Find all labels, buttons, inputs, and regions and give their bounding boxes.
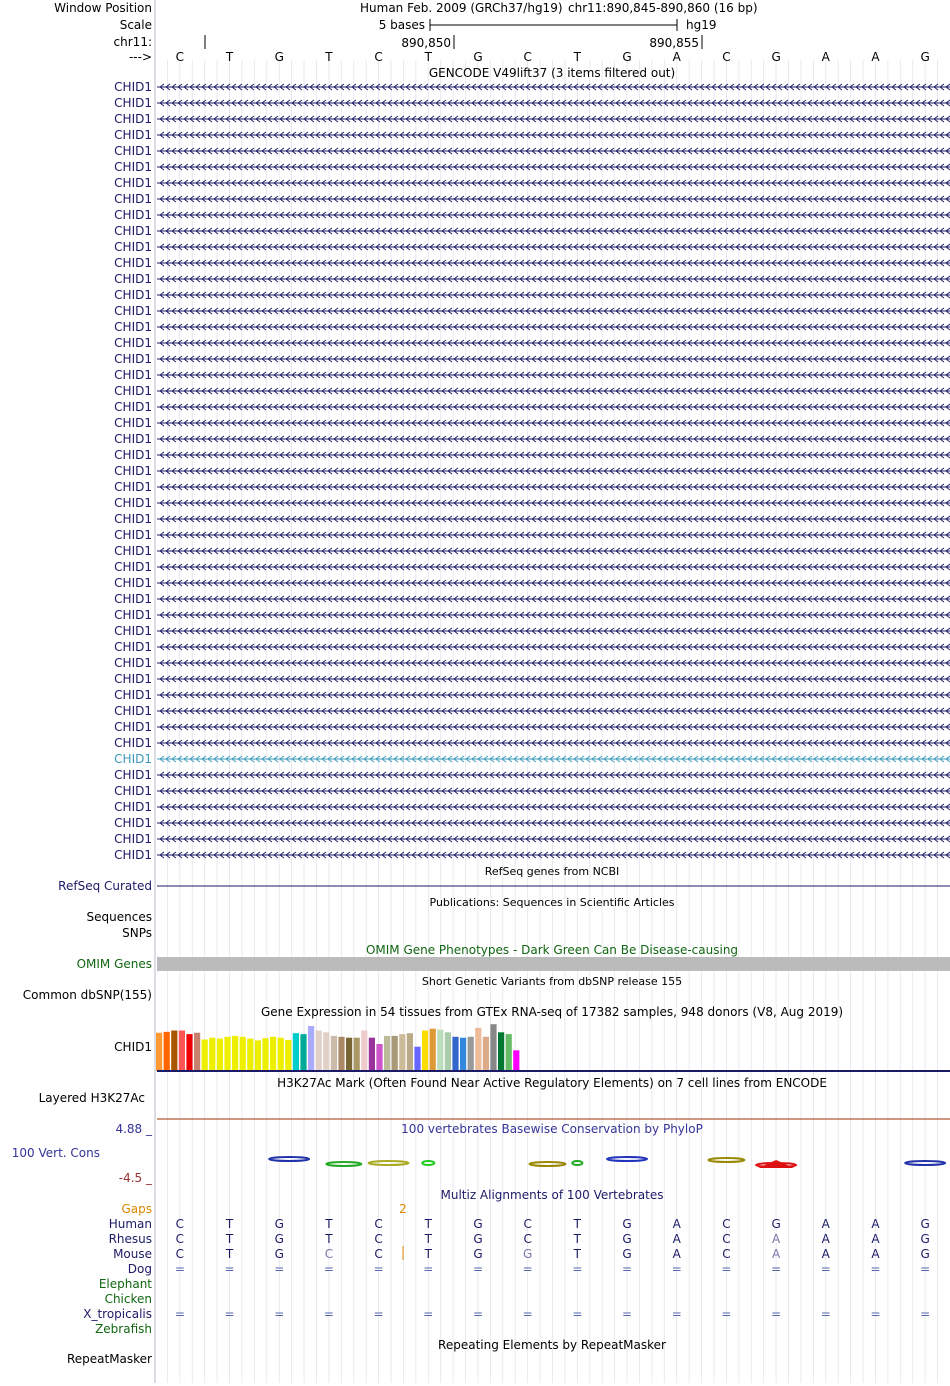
alignment-base: = (572, 1262, 583, 1276)
gencode-transcript-label[interactable]: CHID1 (114, 816, 152, 830)
alignment-base: = (323, 1262, 334, 1276)
alignment-base: C (722, 1232, 731, 1246)
dna-base: G (473, 50, 483, 64)
gtex-tissue-bar[interactable] (171, 1031, 177, 1072)
gencode-transcript-label[interactable]: CHID1 (114, 272, 152, 286)
gencode-transcript-label[interactable]: CHID1 (114, 752, 152, 766)
gencode-transcript-label[interactable]: CHID1 (114, 704, 152, 718)
dna-base: A (672, 50, 681, 64)
gtex-tissue-bar[interactable] (240, 1037, 246, 1071)
alignment-base: = (572, 1307, 583, 1321)
species-label[interactable]: Rhesus (108, 1232, 152, 1246)
gtex-bar-chart[interactable] (156, 1024, 519, 1071)
conservation-glyph (326, 1162, 361, 1166)
gtex-tissue-bar[interactable] (308, 1026, 314, 1071)
gencode-transcript-label[interactable]: CHID1 (114, 416, 152, 430)
label-arrow: ---> (128, 50, 152, 64)
gencode-transcript-label[interactable]: CHID1 (114, 128, 152, 142)
gtex-tissue-bar[interactable] (217, 1039, 223, 1071)
species-label[interactable]: Dog (127, 1262, 152, 1276)
alignment-base: C (374, 1217, 383, 1231)
dna-base: T (325, 50, 333, 64)
alignment-base: G (523, 1247, 533, 1261)
alignment-base: C (324, 1247, 334, 1261)
alignment-base: G (622, 1232, 632, 1246)
gtex-tissue-bar[interactable] (300, 1034, 306, 1071)
gtex-tissue-bar[interactable] (262, 1038, 268, 1071)
alignment-base: = (323, 1307, 334, 1321)
alignment-base: G (274, 1232, 284, 1246)
alignment-base: C (374, 1247, 383, 1261)
alignment-base: = (373, 1307, 384, 1321)
gencode-transcript-label[interactable]: CHID1 (114, 688, 152, 702)
omim-label[interactable]: OMIM Genes (76, 957, 152, 971)
alignment-base: A (871, 1247, 880, 1261)
gtex-tissue-bar[interactable] (270, 1037, 276, 1071)
alignment-base: A (821, 1247, 830, 1261)
gencode-transcript-label[interactable]: CHID1 (114, 208, 152, 222)
alignment-base: T (573, 1232, 582, 1246)
conservation-max: 4.88 _ (115, 1122, 152, 1136)
gencode-transcript-label[interactable]: CHID1 (114, 624, 152, 638)
conservation-glyph (269, 1157, 309, 1161)
label-scale: Scale (119, 18, 152, 32)
dna-base: T (225, 50, 234, 64)
alignment-base: = (472, 1307, 483, 1321)
gaps-label[interactable]: Gaps (121, 1202, 152, 1216)
dbsnp-label[interactable]: Common dbSNP(155) (22, 988, 152, 1002)
gencode-transcript-label[interactable]: CHID1 (114, 96, 152, 110)
gencode-transcript-label[interactable]: CHID1 (114, 768, 152, 782)
alignment-base: = (671, 1307, 682, 1321)
alignment-base: C (374, 1232, 383, 1246)
conservation-glyph (369, 1161, 409, 1165)
gtex-tissue-bar[interactable] (399, 1034, 405, 1071)
gencode-transcript-label[interactable]: CHID1 (114, 176, 152, 190)
alignment-base: G (274, 1217, 284, 1231)
gtex-tissue-bar[interactable] (346, 1038, 352, 1071)
gtex-tissue-bar[interactable] (468, 1037, 474, 1071)
conservation-min: -4.5 _ (118, 1171, 152, 1185)
gtex-tissue-bar[interactable] (490, 1024, 496, 1071)
alignment-base: = (920, 1307, 931, 1321)
gencode-transcript-label[interactable]: CHID1 (114, 672, 152, 686)
gencode-transcript-label[interactable]: CHID1 (114, 288, 152, 302)
conservation-glyph (530, 1162, 566, 1166)
gtex-tissue-bar[interactable] (278, 1038, 284, 1071)
alignment-base: G (473, 1232, 483, 1246)
gtex-tissue-bar[interactable] (293, 1033, 299, 1071)
alignment-base: G (622, 1217, 632, 1231)
dna-base: T (573, 50, 582, 64)
alignment-base: = (224, 1262, 235, 1276)
omim-title: OMIM Gene Phenotypes - Dark Green Can Be Disease-causing (365, 943, 739, 957)
alignment-base: G (920, 1247, 930, 1261)
alignment-base: A (672, 1217, 681, 1231)
gencode-transcript-label[interactable]: CHID1 (114, 368, 152, 382)
alignment-base: C (722, 1247, 731, 1261)
gtex-tissue-bar[interactable] (506, 1034, 512, 1071)
gencode-title: GENCODE V49lift37 (3 items filtered out) (428, 66, 676, 80)
alignment-base: T (424, 1232, 432, 1246)
gencode-transcript-label[interactable]: CHID1 (114, 512, 152, 526)
gtex-tissue-bar[interactable] (437, 1030, 443, 1071)
repeatmasker-label[interactable]: RepeatMasker (66, 1352, 152, 1366)
alignment-base: G (920, 1232, 930, 1246)
gtex-title: Gene Expression in 54 tissues from GTEx RNA-seq of 17382 samples, 948 donors (V8, Aug 2019) (260, 1005, 844, 1019)
species-label[interactable]: X_tropicalis (83, 1307, 152, 1321)
position-readout: chr11:890,845-890,860 (16 bp) (568, 1, 758, 15)
alignment-base: = (522, 1262, 533, 1276)
gtex-tissue-bar[interactable] (164, 1032, 170, 1071)
gencode-transcript-label[interactable]: CHID1 (114, 240, 152, 254)
alignment-base: = (373, 1262, 384, 1276)
alignment-base: G (622, 1247, 632, 1261)
alignment-base: = (870, 1262, 881, 1276)
alignment-base: G (274, 1247, 284, 1261)
label-chrom: chr11: (113, 35, 152, 49)
gtex-tissue-bar[interactable] (513, 1050, 519, 1071)
gencode-transcript-label[interactable]: CHID1 (114, 528, 152, 542)
dna-base: C (175, 50, 185, 64)
alignment-base: T (325, 1232, 333, 1246)
conservation-title: 100 vertebrates Basewise Conservation by PhyloP (401, 1122, 703, 1136)
gencode-transcript-label[interactable]: CHID1 (114, 464, 152, 478)
gencode-transcript-label[interactable]: CHID1 (114, 832, 152, 846)
gencode-transcript-label[interactable]: CHID1 (114, 352, 152, 366)
dna-base: C (523, 50, 532, 64)
ruler-tick-label-2: 890,855 (649, 36, 699, 50)
gtex-tissue-bar[interactable] (323, 1032, 329, 1071)
scale-db: hg19 (686, 18, 717, 32)
gencode-transcript-label[interactable]: CHID1 (114, 576, 152, 590)
species-label[interactable]: Zebrafish (95, 1322, 152, 1336)
alignment-base: G (771, 1217, 781, 1231)
alignment-base: T (424, 1217, 432, 1231)
gencode-transcript-label[interactable]: CHID1 (114, 544, 152, 558)
alignment-base: T (573, 1217, 582, 1231)
gencode-transcript-label[interactable]: CHID1 (114, 784, 152, 798)
gtex-tissue-bar[interactable] (369, 1038, 375, 1071)
gtex-tissue-bar[interactable] (354, 1038, 360, 1071)
gtex-tissue-bar[interactable] (247, 1039, 253, 1071)
publications-title: Publications: Sequences in Scientific Articles (429, 896, 675, 909)
alignment-base: G (473, 1247, 483, 1261)
alignment-base: C (722, 1217, 731, 1231)
alignment-base: = (472, 1262, 483, 1276)
alignment-base: C (175, 1232, 185, 1246)
gtex-tissue-bar[interactable] (179, 1031, 185, 1072)
alignment-base: A (771, 1232, 781, 1246)
dna-base: A (871, 50, 880, 64)
gencode-transcript-label[interactable]: CHID1 (114, 480, 152, 494)
gencode-track[interactable] (114, 80, 950, 862)
gencode-transcript-label[interactable]: CHID1 (114, 384, 152, 398)
gtex-tissue-bar[interactable] (338, 1037, 344, 1071)
alignment-base: T (225, 1217, 234, 1231)
dna-base: C (722, 50, 731, 64)
alignment-base: = (820, 1307, 831, 1321)
gencode-transcript-label[interactable]: CHID1 (114, 224, 152, 238)
gtex-tissue-bar[interactable] (316, 1031, 322, 1072)
refseq-label[interactable]: RefSeq Curated (58, 879, 152, 893)
refseq-title: RefSeq genes from NCBI (484, 865, 620, 878)
gencode-transcript-label[interactable]: CHID1 (114, 432, 152, 446)
alignment-base: T (424, 1247, 432, 1261)
gtex-tissue-bar[interactable] (483, 1037, 489, 1071)
alignment-base: = (423, 1307, 434, 1321)
species-label[interactable]: Human (108, 1217, 152, 1231)
base-gridlines (155, 0, 938, 1383)
species-label[interactable]: Elephant (98, 1277, 152, 1291)
dna-base: G (771, 50, 781, 64)
h3k27ac-label[interactable]: Layered H3K27Ac (38, 1091, 145, 1105)
gencode-transcript-label[interactable]: CHID1 (114, 848, 152, 862)
alignment-base: A (821, 1232, 830, 1246)
alignment-base: = (622, 1262, 633, 1276)
gencode-transcript-label[interactable]: CHID1 (114, 304, 152, 318)
alignment-base: = (522, 1307, 533, 1321)
dbsnp-title: Short Genetic Variants from dbSNP release 155 (421, 975, 683, 988)
alignment-base: = (820, 1262, 831, 1276)
gencode-transcript-label[interactable]: CHID1 (114, 720, 152, 734)
publications-label-sequences[interactable]: Sequences (86, 910, 152, 924)
alignment-base: = (920, 1262, 931, 1276)
gtex-tissue-bar[interactable] (445, 1032, 451, 1071)
alignment-base: A (672, 1232, 681, 1246)
omim-gene-bar[interactable] (157, 957, 950, 971)
alignment-base: C (175, 1247, 185, 1261)
alignment-base: A (871, 1232, 880, 1246)
scale-text: 5 bases (378, 18, 425, 32)
gtex-tissue-bar[interactable] (460, 1038, 466, 1071)
alignment-base: = (174, 1307, 185, 1321)
gtex-tissue-bar[interactable] (452, 1037, 458, 1071)
conservation-label[interactable]: 100 Vert. Cons (11, 1146, 100, 1160)
gencode-transcript-label[interactable]: CHID1 (114, 144, 152, 158)
gencode-transcript-label[interactable]: CHID1 (114, 400, 152, 414)
alignment-base: = (671, 1262, 682, 1276)
gtex-tissue-bar[interactable] (392, 1036, 398, 1071)
gtex-tissue-bar[interactable] (422, 1031, 428, 1072)
gencode-transcript-label[interactable]: CHID1 (114, 336, 152, 350)
alignment-base: A (821, 1217, 830, 1231)
publications-label-snps[interactable]: SNPs (122, 926, 152, 940)
gtex-tissue-bar[interactable] (186, 1034, 192, 1071)
gtex-tissue-bar[interactable] (498, 1032, 504, 1071)
gencode-transcript-label[interactable]: CHID1 (114, 80, 152, 94)
gtex-label[interactable]: CHID1 (114, 1040, 152, 1054)
alignment-base: A (771, 1247, 781, 1261)
alignment-base: T (225, 1232, 234, 1246)
species-label[interactable]: Mouse (113, 1247, 152, 1261)
gencode-transcript-label[interactable]: CHID1 (114, 320, 152, 334)
alignment-base: = (274, 1262, 285, 1276)
gtex-tissue-bar[interactable] (209, 1038, 215, 1071)
gtex-tissue-bar[interactable] (202, 1040, 208, 1072)
ruler-tick-label-1: 890,850 (401, 36, 451, 50)
gencode-transcript-label[interactable]: CHID1 (114, 256, 152, 270)
gtex-tissue-bar[interactable] (224, 1037, 230, 1071)
alignment-base: = (721, 1307, 732, 1321)
gtex-tissue-bar[interactable] (285, 1040, 291, 1071)
alignment-base: = (870, 1307, 881, 1321)
gencode-transcript-label[interactable]: CHID1 (114, 160, 152, 174)
gencode-transcript-label[interactable]: CHID1 (114, 656, 152, 670)
alignment-base: = (224, 1307, 235, 1321)
gencode-transcript-label[interactable]: CHID1 (114, 800, 152, 814)
alignment-base: T (225, 1247, 234, 1261)
alignment-base: C (523, 1232, 532, 1246)
alignment-base: = (771, 1307, 782, 1321)
gtex-tissue-bar[interactable] (475, 1028, 481, 1071)
label-window-position: Window Position (54, 1, 152, 15)
gtex-tissue-bar[interactable] (156, 1033, 162, 1071)
h3k27ac-title: H3K27Ac Mark (Often Found Near Active Regulatory Elements) on 7 cell lines from ENCODE (277, 1076, 827, 1090)
alignment-base: C (523, 1217, 532, 1231)
conservation-logo (269, 1157, 945, 1168)
gencode-transcript-label[interactable]: CHID1 (114, 112, 152, 126)
gencode-transcript-label[interactable]: CHID1 (114, 192, 152, 206)
alignment-base: = (174, 1262, 185, 1276)
gtex-tissue-bar[interactable] (376, 1044, 382, 1071)
gtex-tissue-bar[interactable] (384, 1036, 390, 1071)
gtex-tissue-bar[interactable] (194, 1033, 200, 1071)
gencode-transcript-label[interactable]: CHID1 (114, 608, 152, 622)
multiz-title: Multiz Alignments of 100 Vertebrates (440, 1188, 664, 1202)
gencode-transcript-label[interactable]: CHID1 (114, 592, 152, 606)
alignment-base: = (721, 1262, 732, 1276)
gtex-tissue-bar[interactable] (407, 1033, 413, 1071)
alignment-base: A (672, 1247, 681, 1261)
species-label[interactable]: Chicken (104, 1292, 152, 1306)
gtex-tissue-bar[interactable] (361, 1031, 367, 1072)
alignment-base: C (175, 1217, 185, 1231)
assembly-title: Human Feb. 2009 (GRCh37/hg19) (360, 1, 563, 15)
gtex-tissue-bar[interactable] (331, 1036, 337, 1071)
alignment-base: T (325, 1217, 333, 1231)
alignment-base: G (473, 1217, 483, 1231)
alignment-base: = (423, 1262, 434, 1276)
gencode-transcript-label[interactable]: CHID1 (114, 560, 152, 574)
gtex-tissue-bar[interactable] (232, 1036, 238, 1071)
gencode-transcript-label[interactable]: CHID1 (114, 496, 152, 510)
dna-base: C (374, 50, 383, 64)
multiz-alignment[interactable] (83, 1217, 930, 1336)
alignment-base: = (622, 1307, 633, 1321)
gap-count: 2 (399, 1202, 407, 1216)
alignment-base: = (274, 1307, 285, 1321)
alignment-base: G (920, 1217, 930, 1231)
dna-base: T (424, 50, 432, 64)
gencode-transcript-label[interactable]: CHID1 (114, 448, 152, 462)
gtex-tissue-bar[interactable] (414, 1047, 420, 1071)
alignment-base: A (871, 1217, 880, 1231)
alignment-base: = (771, 1262, 782, 1276)
dna-base: G (622, 50, 632, 64)
dna-base: G (274, 50, 284, 64)
dna-base: G (920, 50, 930, 64)
gtex-tissue-bar[interactable] (430, 1029, 436, 1071)
dna-base: A (821, 50, 830, 64)
gencode-transcript-label[interactable]: CHID1 (114, 736, 152, 750)
repeatmasker-title: Repeating Elements by RepeatMasker (438, 1338, 666, 1352)
gtex-tissue-bar[interactable] (255, 1040, 261, 1071)
gencode-transcript-label[interactable]: CHID1 (114, 640, 152, 654)
alignment-base: T (573, 1247, 582, 1261)
